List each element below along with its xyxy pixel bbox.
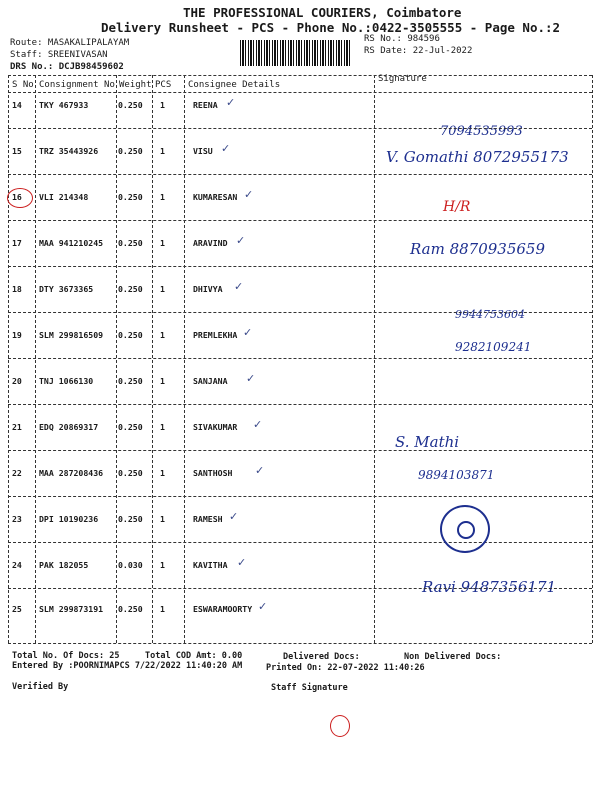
row-divider <box>8 588 592 589</box>
checkmark-icon: ✓ <box>234 280 244 293</box>
row-consignee-name: REENA <box>193 100 218 110</box>
row-weight: 0.250 <box>118 284 143 294</box>
row-consignment-no: MAA 287208436 <box>39 468 104 478</box>
table-header-rule <box>8 92 592 93</box>
row-consignment-no: TRZ 35443926 <box>39 146 99 156</box>
row-pcs: 1 <box>160 376 165 386</box>
row-weight: 0.250 <box>118 238 143 248</box>
row-consignee-name: ARAVIND <box>193 238 228 248</box>
handwritten-signature: Ravi 9487356171 <box>422 578 557 596</box>
checkmark-icon: ✓ <box>244 188 254 201</box>
row-divider <box>8 266 592 267</box>
handwritten-signature: Ram 8870935659 <box>410 240 546 258</box>
row-sno: 16 <box>12 192 22 202</box>
row-weight: 0.250 <box>118 604 143 614</box>
row-divider <box>8 220 592 221</box>
column-divider <box>8 75 9 643</box>
col-weight: Weight <box>119 80 152 90</box>
row-sno: 17 <box>12 238 22 248</box>
checkmark-icon: ✓ <box>258 600 268 613</box>
row-sno: 25 <box>12 604 22 614</box>
row-consignment-no: DTY 3673365 <box>39 284 94 294</box>
drs-label: DRS No.: DCJB98459602 <box>10 62 124 72</box>
staff-signature: Staff Signature <box>271 683 348 693</box>
route-label: Route: MASAKALIPALAYAM <box>10 38 130 48</box>
table-top-rule <box>8 75 592 76</box>
row-consignee-name: KUMARESAN <box>193 192 238 202</box>
row-sno: 21 <box>12 422 22 432</box>
stamp-icon <box>440 505 490 553</box>
row-sno: 18 <box>12 284 22 294</box>
col-consignee: Consignee Details <box>188 80 281 90</box>
checkmark-icon: ✓ <box>246 372 256 385</box>
handwritten-signature: 7094535993 <box>440 124 523 139</box>
row-weight: 0.250 <box>118 422 143 432</box>
row-consignee-name: VISU <box>193 146 213 156</box>
row-pcs: 1 <box>160 192 165 202</box>
total-docs: Total No. Of Docs: 25 <box>12 651 120 661</box>
row-weight: 0.250 <box>118 100 143 110</box>
rs-date: RS Date: 22-Jul-2022 <box>364 46 473 56</box>
row-consignee-name: SIVAKUMAR <box>193 422 238 432</box>
checkmark-icon: ✓ <box>237 556 247 569</box>
checkmark-icon: ✓ <box>236 234 246 247</box>
staff-label: Staff: SREENIVASAN <box>10 50 108 60</box>
non-delivered-docs: Non Delivered Docs: <box>404 652 502 662</box>
handwritten-signature: 9282109241 <box>455 340 532 354</box>
row-pcs: 1 <box>160 330 165 340</box>
handwritten-signature: H/R <box>443 199 471 215</box>
row-sno: 20 <box>12 376 22 386</box>
row-pcs: 1 <box>160 514 165 524</box>
row-divider <box>8 358 592 359</box>
runsheet-title: Delivery Runsheet - PCS - Phone No.:0422-3505555 - Page No.:2 <box>101 20 561 35</box>
checkmark-icon: ✓ <box>253 418 263 431</box>
row-divider <box>8 312 592 313</box>
column-divider <box>184 75 185 643</box>
col-signature: Signature <box>378 74 427 84</box>
row-sno: 23 <box>12 514 22 524</box>
checkmark-icon: ✓ <box>229 510 239 523</box>
row-divider <box>8 174 592 175</box>
barcode <box>240 40 352 66</box>
row-weight: 0.250 <box>118 376 143 386</box>
col-consignment: Consignment No <box>39 80 115 90</box>
company-title: THE PROFESSIONAL COURIERS, Coimbatore <box>183 5 462 20</box>
row-consignment-no: EDQ 20869317 <box>39 422 99 432</box>
row-pcs: 1 <box>160 468 165 478</box>
row-divider <box>8 450 592 451</box>
col-sno: S No <box>12 80 34 90</box>
row-divider <box>8 128 592 129</box>
column-divider <box>35 75 36 643</box>
row-pcs: 1 <box>160 284 165 294</box>
handwritten-signature: 9944753604 <box>455 308 525 321</box>
rs-number: RS No.: 984596 <box>364 34 440 44</box>
row-pcs: 1 <box>160 604 165 614</box>
row-weight: 0.250 <box>118 192 143 202</box>
printed-on: Printed On: 22-07-2022 11:40:26 <box>266 663 425 673</box>
checkmark-icon: ✓ <box>243 326 253 339</box>
row-divider <box>8 542 592 543</box>
checkmark-icon: ✓ <box>221 142 231 155</box>
row-sno: 14 <box>12 100 22 110</box>
table-bottom-rule <box>8 643 592 644</box>
row-consignee-name: KAVITHA <box>193 560 228 570</box>
row-consignment-no: TNJ 1066130 <box>39 376 94 386</box>
row-pcs: 1 <box>160 560 165 570</box>
column-divider <box>116 75 117 643</box>
row-sno: 19 <box>12 330 22 340</box>
row-pcs: 1 <box>160 422 165 432</box>
row-consignment-no: SLM 299873191 <box>39 604 104 614</box>
column-divider <box>592 75 593 643</box>
checkmark-icon: ✓ <box>226 96 236 109</box>
row-weight: 0.250 <box>118 514 143 524</box>
row-divider <box>8 496 592 497</box>
total-cod: Total COD Amt: 0.00 <box>145 651 243 661</box>
row-consignment-no: DPI 10190236 <box>39 514 99 524</box>
column-divider <box>152 75 153 643</box>
entered-by: Entered By :POORNIMAPCS 7/22/2022 11:40:20 AM <box>12 661 243 671</box>
row-weight: 0.250 <box>118 468 143 478</box>
circle-mark <box>7 188 33 208</box>
row-sno: 22 <box>12 468 22 478</box>
row-consignment-no: PAK 182055 <box>39 560 89 570</box>
row-pcs: 1 <box>160 100 165 110</box>
delivered-docs: Delivered Docs: <box>283 652 360 662</box>
row-weight: 0.250 <box>118 330 143 340</box>
red-circle-mark <box>330 715 350 737</box>
row-consignment-no: SLM 299816509 <box>39 330 104 340</box>
row-sno: 24 <box>12 560 22 570</box>
column-divider <box>374 75 375 643</box>
handwritten-signature: S. Mathi <box>395 433 460 451</box>
verified-by: Verified By <box>12 682 69 692</box>
row-weight: 0.250 <box>118 146 143 156</box>
row-weight: 0.030 <box>118 560 143 570</box>
row-consignee-name: SANJANA <box>193 376 228 386</box>
row-consignee-name: DHIVYA <box>193 284 223 294</box>
row-divider <box>8 404 592 405</box>
handwritten-signature: V. Gomathi 8072955173 <box>386 148 569 166</box>
row-consignee-name: PREMLEKHA <box>193 330 238 340</box>
row-consignee-name: SANTHOSH <box>193 468 233 478</box>
checkmark-icon: ✓ <box>255 464 265 477</box>
row-sno: 15 <box>12 146 22 156</box>
row-consignee-name: RAMESH <box>193 514 223 524</box>
row-consignment-no: VLI 214348 <box>39 192 89 202</box>
row-consignment-no: TKY 467933 <box>39 100 89 110</box>
row-pcs: 1 <box>160 146 165 156</box>
handwritten-signature: 9894103871 <box>418 468 495 482</box>
row-pcs: 1 <box>160 238 165 248</box>
col-pcs: PCS <box>155 80 172 90</box>
row-consignment-no: MAA 941210245 <box>39 238 104 248</box>
row-consignee-name: ESWARAMOORTY <box>193 604 253 614</box>
